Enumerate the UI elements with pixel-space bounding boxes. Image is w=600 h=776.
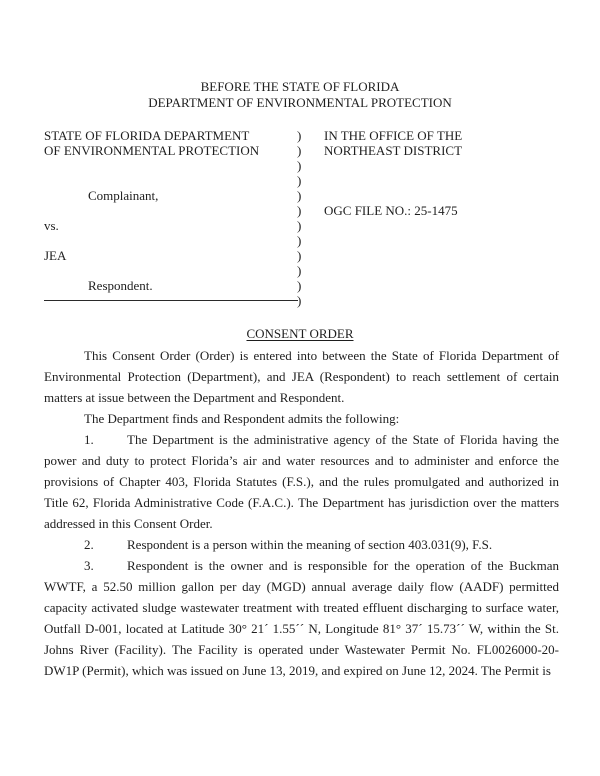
caption-paren: ) — [297, 203, 302, 218]
party-name-line2: OF ENVIRONMENTAL PROTECTION — [44, 143, 260, 158]
respondent-name: JEA — [44, 248, 67, 263]
document-body — [44, 345, 559, 681]
office-line2: NORTHEAST DISTRICT — [324, 143, 463, 158]
caption-paren: ) — [297, 263, 302, 278]
caption-signature-rule — [44, 300, 298, 301]
caption-row — [44, 143, 559, 158]
caption-paren: ) — [297, 173, 302, 188]
caption-paren: ) — [297, 128, 302, 143]
caption-paren: ) — [297, 218, 302, 233]
caption-paren: ) — [297, 188, 302, 203]
court-header — [0, 79, 600, 111]
caption-row — [44, 173, 559, 188]
numbered-paragraph-3 — [44, 555, 559, 681]
caption-row — [44, 188, 559, 203]
party-name-line1: STATE OF FLORIDA DEPARTMENT — [44, 128, 250, 143]
office-line1: IN THE OFFICE OF THE — [324, 128, 463, 143]
paragraph-number: 1. — [84, 432, 94, 447]
caption-paren: ) — [297, 248, 302, 263]
numbered-paragraph-2 — [44, 534, 559, 555]
court-header-line2: DEPARTMENT OF ENVIRONMENTAL PROTECTION — [148, 95, 452, 110]
findings-lead-in: The Department finds and Respondent admits the following: — [84, 411, 400, 426]
paragraph-number: 2. — [84, 537, 94, 552]
paragraph-text: Respondent is a person within the meaning of section 403.031(9), F.S. — [127, 537, 493, 552]
paragraph-number: 3. — [84, 558, 94, 573]
caption-row — [44, 158, 559, 173]
caption-paren: ) — [297, 233, 302, 248]
caption-row — [44, 233, 559, 248]
caption-row — [44, 128, 559, 143]
caption-row — [44, 248, 559, 263]
paragraph-text: Respondent is the owner and is responsible for the operation of the Buckman WWTF, a 52.50 million gallon per day (MGD) annual average daily flow (AADF) permitted capacity activated sludge wastewater treatment with treated effluent discharging to surface water, Outfall D-001, located at Latitude 30° 21´ 1.55´´ N, Longitude 81° 37´ 15.73´´ W, within the St. Johns River (Facility). The Facility is operated under Wastewater Permit No. FL0026000-20-DW1P (Permit), which was issued on June 13, 2019, and expired on June 12, 2024. The Permit is — [44, 558, 559, 678]
vs-label: vs. — [44, 218, 59, 233]
caption-row — [44, 203, 559, 218]
caption-paren: ) — [297, 143, 302, 158]
complainant-label: Complainant, — [88, 188, 159, 203]
paragraph-text: The Department is the administrative agency of the State of Florida having the power and duty to protect Florida’s air and water resources and to administer and enforce the provisions of Chapter 403, Florida Statutes (F.S.), and the rules promulgated and authorized in Title 62, Florida Administrative Code (F.A.C.). The Department has jurisdiction over the matters addressed in this Consent Order. — [44, 432, 559, 531]
caption-row — [44, 263, 559, 278]
ogc-file-number: OGC FILE NO.: 25-1475 — [324, 203, 458, 218]
intro-paragraph: This Consent Order (Order) is entered into between the State of Florida Department of Environmental Protection (Department), and JEA (Respondent) to reach settlement of certain matters at issue between the Department and Respondent. — [44, 348, 559, 405]
case-caption — [44, 128, 559, 308]
respondent-label: Respondent. — [88, 278, 153, 293]
caption-paren: ) — [297, 158, 302, 173]
court-header-line1: BEFORE THE STATE OF FLORIDA — [200, 79, 400, 94]
document-title: CONSENT ORDER — [246, 326, 354, 341]
numbered-paragraph-1 — [44, 429, 559, 534]
caption-row — [44, 278, 559, 293]
caption-row — [44, 218, 559, 233]
caption-paren: ) — [297, 278, 302, 293]
caption-paren: ) — [297, 293, 302, 308]
